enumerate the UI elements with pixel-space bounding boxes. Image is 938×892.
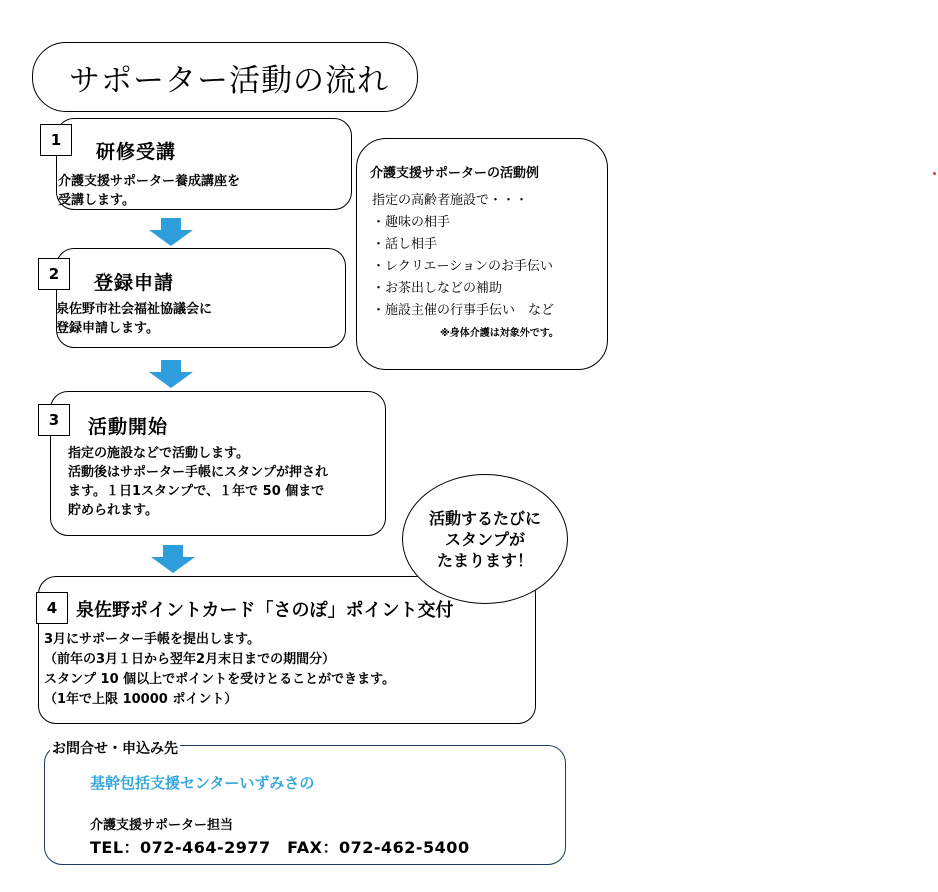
arrow-down-icon: [147, 218, 195, 246]
step-4-title: 泉佐野ポイントカード「さのぽ」ポイント交付: [76, 600, 454, 621]
page-title-text: サポーター活動の流れ: [69, 62, 389, 99]
bubble-line: スタンプが: [444, 529, 525, 549]
list-item: ・趣味の相手: [372, 215, 451, 230]
contact-person: 介護支援サポーター担当: [90, 818, 234, 833]
activity-examples-list: [372, 212, 554, 322]
list-item: ・お茶出しなどの補助: [372, 281, 503, 296]
contact-phone-fax: TEL：072-464-2977 FAX：072-462-5400: [90, 838, 470, 857]
list-item: ・施設主催の行事手伝い など: [372, 303, 555, 318]
step-3-text: 指定の施設などで活動します。 活動後はサポーター手帳にスタンプが押され ます。１日1スタンプで、１年で 50 個まで 貯められます。: [68, 446, 329, 518]
list-item: ・レクリエーションのお手伝い: [372, 259, 553, 274]
step-3-title: 活動開始: [88, 416, 169, 438]
contact-organization: 基幹包括支援センターいずみさの: [90, 774, 315, 792]
arrow-down-icon: [149, 545, 197, 573]
stamp-bubble: [402, 474, 568, 604]
step-1-text: 介護支援サポーター養成講座を 受講します。: [58, 174, 241, 208]
contact-heading: お問合せ・申込み先: [50, 738, 180, 758]
step-4-text: 3月にサポーター手帳を提出します。 （前年の3月１日から翌年2月末日までの期間分） スタンプ 10 個以上でポイントを受けとることができます。 （1年で上限 10000 ポイント）: [44, 632, 396, 707]
red-dot: [933, 172, 936, 175]
bubble-line: たまります！: [436, 550, 533, 570]
step-2-title: 登録申請: [94, 272, 175, 294]
step-1-number: 1: [40, 124, 72, 156]
step-2-text: 泉佐野市社会福祉協議会に 登録申請します。: [56, 302, 213, 336]
activity-examples-note: ※身体介護は対象外です。: [440, 328, 559, 339]
step-4-number: 4: [36, 592, 68, 624]
step-3-number: 3: [38, 404, 70, 436]
list-item: ・話し相手: [372, 237, 438, 252]
activity-examples-intro: 指定の高齢者施設で・・・: [372, 193, 529, 208]
arrow-down-icon: [147, 360, 195, 388]
step-2-number: 2: [38, 258, 70, 290]
bubble-line: 活動するたびに: [428, 508, 541, 528]
page-title: [32, 42, 418, 112]
step-1-title: 研修受講: [96, 141, 177, 163]
activity-examples-title: 介護支援サポーターの活動例: [370, 166, 540, 181]
